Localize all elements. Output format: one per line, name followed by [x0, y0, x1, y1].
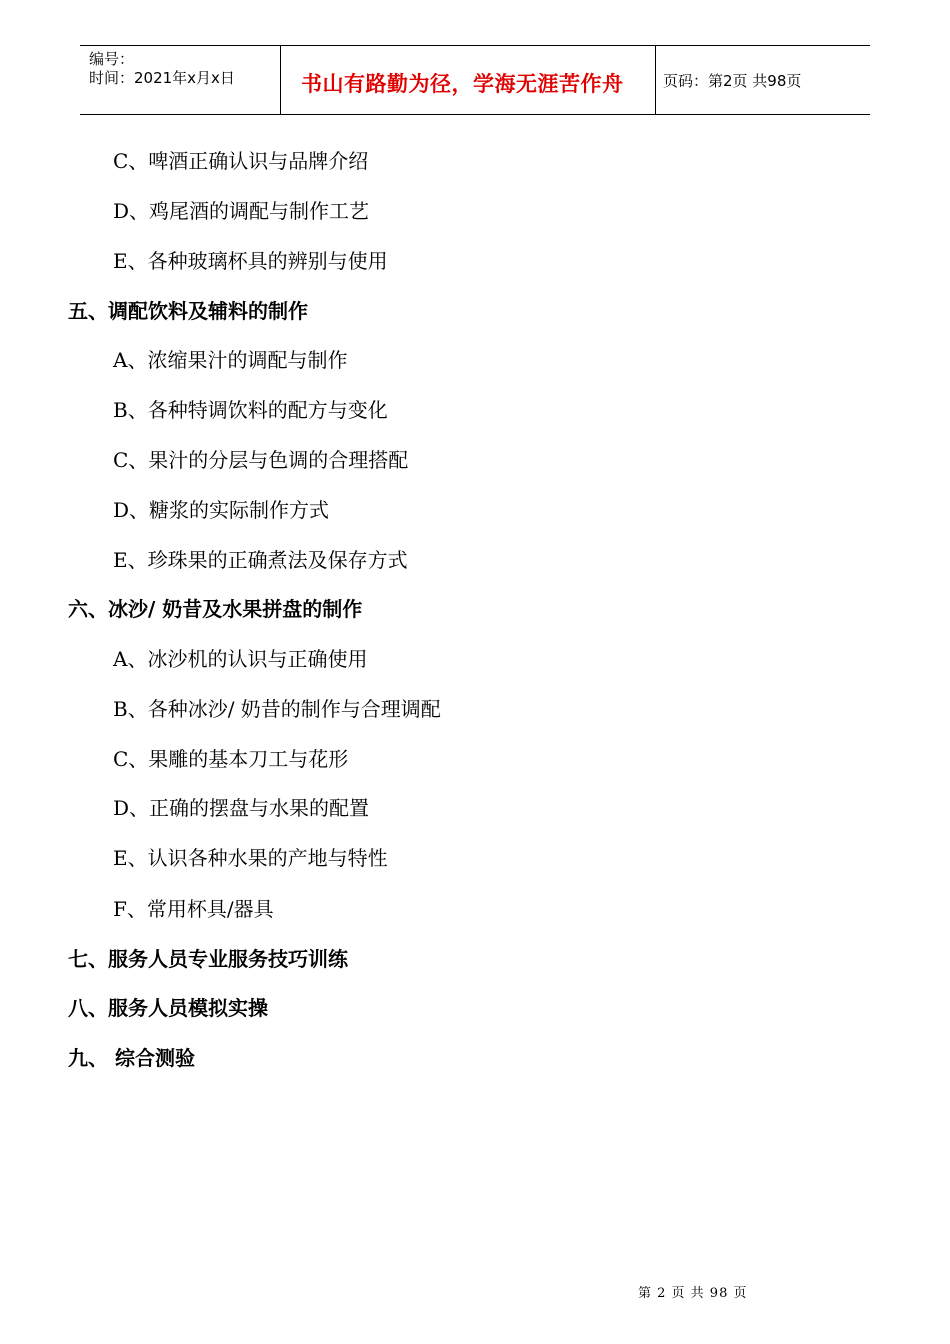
- section-heading: 九、 综合测验: [68, 1046, 195, 1070]
- outline-item: B、各种冰沙/ 奶昔的制作与合理调配: [113, 697, 441, 721]
- outline-item: D、鸡尾酒的调配与制作工艺: [113, 199, 370, 223]
- outline-item: C、果雕的基本刀工与花形: [113, 747, 349, 771]
- header-motto-cell: [280, 46, 656, 114]
- outline-item: E、珍珠果的正确煮法及保存方式: [113, 548, 408, 572]
- outline-item: A、冰沙机的认识与正确使用: [113, 647, 368, 671]
- header-motto: 书山有路勤为径，学海无涯苦作舟: [301, 72, 624, 96]
- page-header: [80, 45, 870, 115]
- section-heading: 五、调配饮料及辅料的制作: [68, 299, 308, 323]
- section-heading: 七、服务人员专业服务技巧训练: [68, 947, 348, 971]
- number-label: 编号：: [89, 50, 135, 68]
- outline-item: C、啤酒正确认识与品牌介绍: [113, 149, 369, 173]
- outline-item: D、糖浆的实际制作方式: [113, 498, 330, 522]
- header-info-cell: [80, 46, 280, 114]
- outline-item: B、各种特调饮料的配方与变化: [113, 398, 388, 422]
- header-page-info: 页码：第2页 共98页: [663, 72, 802, 90]
- section-heading: 六、冰沙/ 奶昔及水果拼盘的制作: [68, 597, 363, 621]
- outline-item: A、浓缩果汁的调配与制作: [113, 348, 348, 372]
- outline-item: C、果汁的分层与色调的合理搭配: [113, 448, 409, 472]
- page-footer: 第 2 页 共 98 页: [638, 1286, 748, 1301]
- outline-item: E、认识各种水果的产地与特性: [113, 846, 388, 870]
- header-page-cell: [655, 46, 870, 114]
- outline-item: D、正确的摆盘与水果的配置: [113, 796, 370, 820]
- outline-item: F、常用杯具/器具: [113, 897, 274, 921]
- time-label: 时间：2021年x月x日: [89, 69, 235, 87]
- section-heading: 八、服务人员模拟实操: [68, 996, 268, 1020]
- outline-item: E、各种玻璃杯具的辨别与使用: [113, 249, 388, 273]
